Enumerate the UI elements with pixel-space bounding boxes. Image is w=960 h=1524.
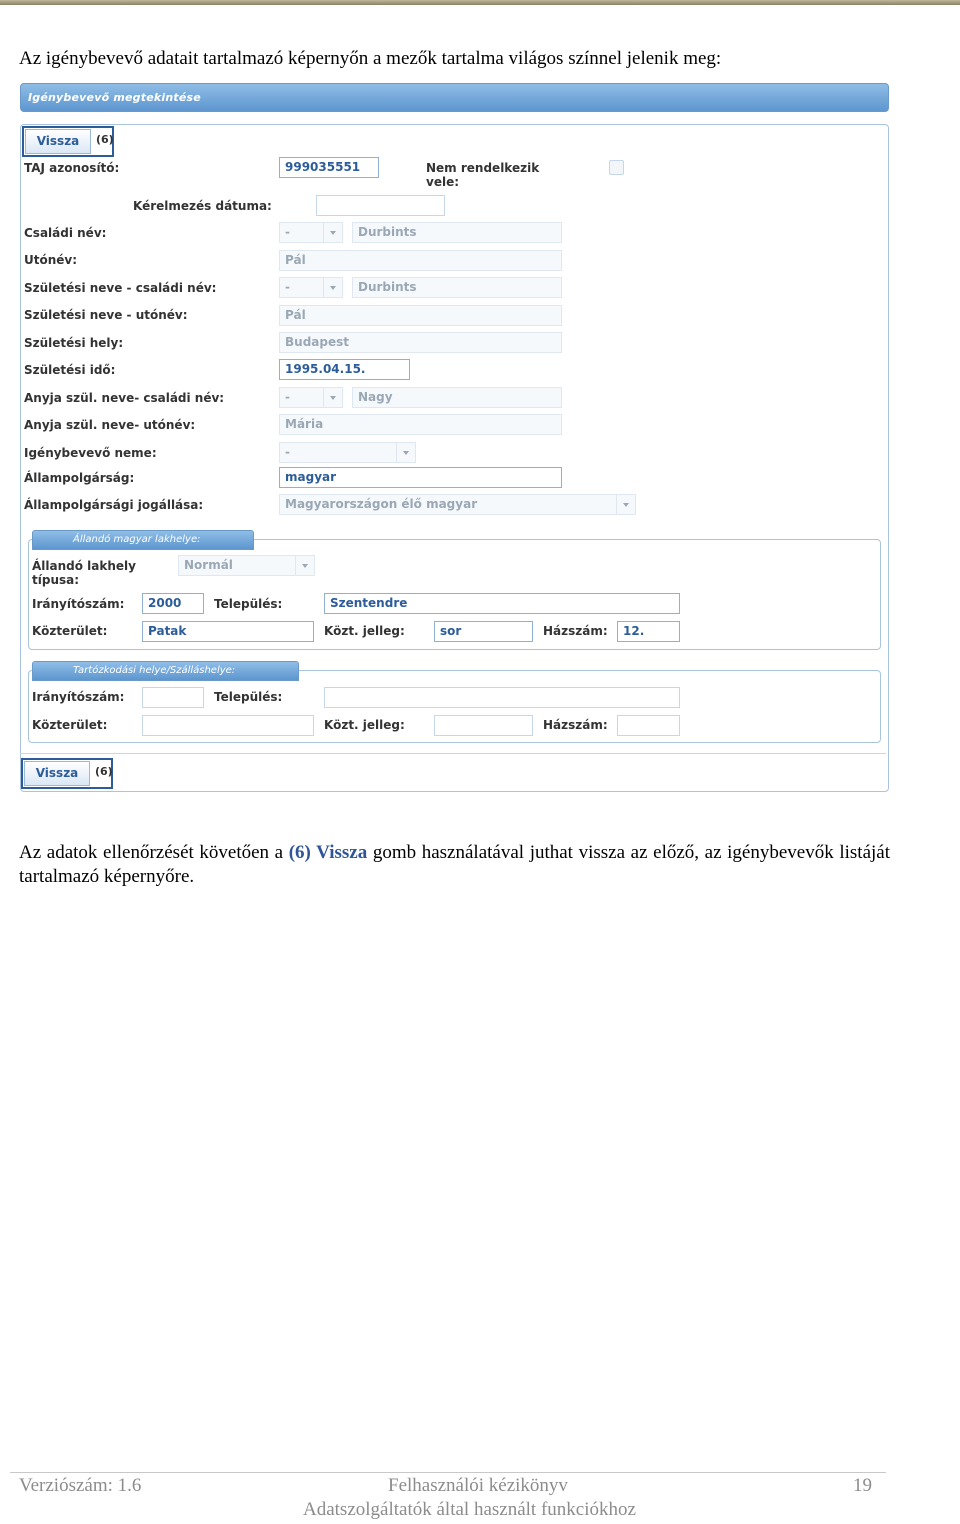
- birth-place-field[interactable]: Budapest: [279, 332, 562, 353]
- permanent-house-number-label: Házszám:: [543, 624, 608, 638]
- chevron-down-icon: [302, 564, 308, 568]
- family-name-prefix-value: -: [285, 225, 290, 239]
- screen-title: Igénybevevő megtekintése: [28, 91, 201, 104]
- temporary-address-title: Tartózkodási helye/Szálláshelye:: [73, 665, 236, 676]
- temporary-zip-label: Irányítószám:: [32, 690, 125, 704]
- mother-family-prefix-select[interactable]: [279, 387, 343, 408]
- family-name-field[interactable]: Durbints: [352, 222, 562, 243]
- screen-title-bar: [20, 83, 889, 112]
- temporary-street-type-label: Közt. jelleg:: [324, 718, 405, 732]
- footer-version: Verziószám: 1.6: [19, 1475, 142, 1496]
- permanent-street-type-field[interactable]: sor: [434, 621, 533, 642]
- permanent-type-value: Normál: [184, 558, 233, 572]
- permanent-street-label: Közterület:: [32, 624, 108, 638]
- permanent-zip-field[interactable]: 2000: [142, 593, 204, 614]
- birth-given-name-label: Születési neve - utónév:: [24, 308, 188, 322]
- no-taj-label: Nem rendelkezik vele:: [426, 161, 540, 189]
- paragraph-text-1: Az adatok ellenőrzését követően a: [19, 842, 289, 863]
- permanent-type-select[interactable]: [178, 555, 315, 576]
- permanent-street-type-label: Közt. jelleg:: [324, 624, 405, 638]
- back-button-hotkey: (6): [96, 133, 114, 146]
- gender-label: Igénybevevő neme:: [24, 446, 157, 460]
- permanent-zip-label: Irányítószám:: [32, 597, 125, 611]
- taj-label: TAJ azonosító:: [24, 161, 120, 175]
- mother-family-prefix-value: -: [285, 390, 290, 404]
- mother-given-name-field[interactable]: Mária: [279, 414, 562, 435]
- chevron-down-icon: [330, 231, 336, 235]
- intro-text: Az igénybevevő adatait tartalmazó képernyőn a mezők tartalma világos színnel jelenik meg:: [19, 48, 722, 69]
- temporary-street-label: Közterület:: [32, 718, 108, 732]
- back-button-top[interactable]: [22, 126, 114, 157]
- birth-family-name-field[interactable]: Durbints: [352, 277, 562, 298]
- chevron-down-icon: [330, 396, 336, 400]
- temporary-street-field[interactable]: [142, 715, 314, 736]
- back-button-label: Vissza: [24, 761, 90, 786]
- back-button-bottom[interactable]: [21, 758, 113, 789]
- mother-family-name-field[interactable]: Nagy: [352, 387, 562, 408]
- chevron-down-icon: [623, 503, 629, 507]
- given-name-label: Utónév:: [24, 253, 78, 267]
- birth-date-label: Születési idő:: [24, 363, 116, 377]
- request-date-label: Kérelmezés dátuma:: [133, 199, 272, 213]
- mother-given-name-label: Anyja szül. neve- utónév:: [24, 418, 196, 432]
- temporary-house-number-label: Házszám:: [543, 718, 608, 732]
- temporary-address-tab: [32, 661, 299, 681]
- permanent-address-tab: [32, 530, 254, 550]
- temporary-house-number-field[interactable]: [617, 715, 680, 736]
- footer-title: Felhasználói kézikönyv: [388, 1475, 568, 1496]
- chevron-down-icon: [403, 451, 409, 455]
- paragraph-text-2: gomb használatával juthat vissza az előző, az igénybevevők listáját tartalmazó képernyőre.: [19, 842, 891, 887]
- birth-family-prefix-select[interactable]: [279, 277, 343, 298]
- birth-date-field[interactable]: 1995.04.15.: [279, 359, 410, 380]
- birth-family-name-label: Születési neve - családi név:: [24, 281, 217, 295]
- permanent-city-field[interactable]: Szentendre: [324, 593, 680, 614]
- legal-status-select[interactable]: [279, 494, 636, 515]
- permanent-type-label: Állandó lakhely típusa:: [32, 559, 136, 587]
- legal-status-value: Magyarországon élő magyar: [285, 497, 478, 511]
- permanent-address-title: Állandó magyar lakhelye:: [73, 534, 201, 545]
- footer-rule: [10, 1472, 886, 1473]
- legal-status-label: Állampolgársági jogállása:: [24, 498, 204, 512]
- permanent-city-label: Település:: [214, 597, 283, 611]
- instruction-paragraph: [19, 841, 890, 889]
- temporary-city-field[interactable]: [324, 687, 680, 708]
- taj-field[interactable]: 999035551: [279, 157, 379, 178]
- paragraph-highlight: (6) Vissza: [288, 842, 368, 863]
- citizenship-label: Állampolgárság:: [24, 471, 135, 485]
- citizenship-field[interactable]: magyar: [279, 467, 562, 488]
- back-button-hotkey: (6): [95, 765, 113, 778]
- family-name-prefix-select[interactable]: [279, 222, 343, 243]
- temporary-street-type-field[interactable]: [434, 715, 533, 736]
- gender-value: -: [285, 445, 290, 459]
- mother-family-name-label: Anyja szül. neve- családi név:: [24, 391, 225, 405]
- birth-family-prefix-value: -: [285, 280, 290, 294]
- request-date-field[interactable]: [316, 195, 445, 216]
- permanent-street-field[interactable]: Patak: [142, 621, 314, 642]
- permanent-house-number-field[interactable]: 12.: [617, 621, 680, 642]
- temporary-zip-field[interactable]: [142, 687, 204, 708]
- gender-select[interactable]: [279, 442, 416, 463]
- back-button-label: Vissza: [25, 129, 91, 154]
- no-taj-checkbox[interactable]: [609, 160, 624, 175]
- footer-page-number: 19: [853, 1475, 872, 1496]
- footer-subtitle: Adatszolgáltatók által használt funkciókhoz: [303, 1499, 636, 1520]
- family-name-label: Családi név:: [24, 226, 107, 240]
- birth-place-label: Születési hely:: [24, 336, 124, 350]
- birth-given-name-field[interactable]: Pál: [279, 305, 562, 326]
- temporary-city-label: Település:: [214, 690, 283, 704]
- given-name-field[interactable]: Pál: [279, 250, 562, 271]
- panel-divider: [20, 753, 886, 754]
- chevron-down-icon: [330, 286, 336, 290]
